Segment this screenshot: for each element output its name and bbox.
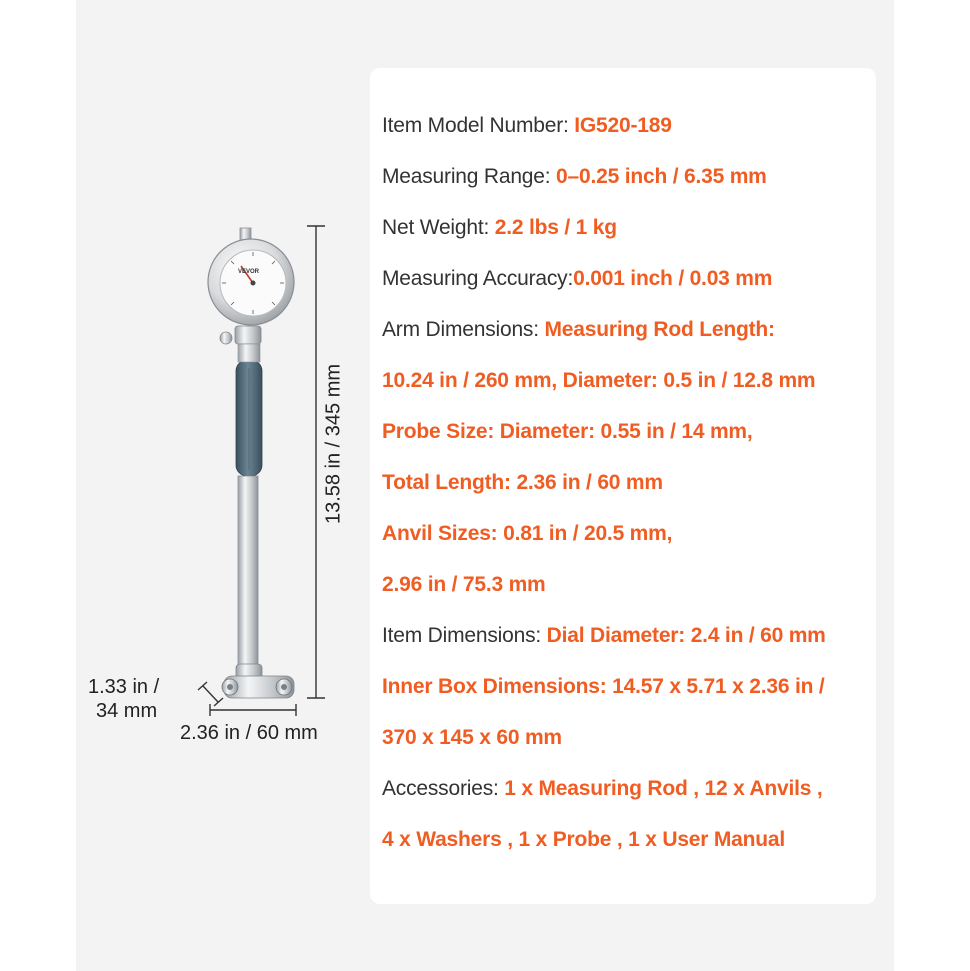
spec-inner-box-cont: 370 x 145 x 60 mm — [382, 726, 562, 749]
spec-total-length: Total Length: 2.36 in / 60 mm — [382, 471, 663, 494]
spec-accessories-cont: 4 x Washers , 1 x Probe , 1 x User Manual — [382, 828, 786, 851]
height-label: 13.58 in / 345 mm — [322, 363, 345, 525]
depth-dimension-line — [198, 682, 223, 706]
spec-anvil-sizes-cont: 2.96 in / 75.3 mm — [382, 573, 546, 596]
spec-model-number: Item Model Number: IG520-189 — [382, 114, 672, 137]
spec-measuring-range: Measuring Range: 0–0.25 inch / 6.35 mm — [382, 165, 767, 188]
dial-hub — [251, 281, 256, 286]
spec-rod-length: 10.24 in / 260 mm, Diameter: 0.5 in / 12.8 mm — [382, 369, 816, 392]
width-dimension-line — [210, 704, 296, 716]
spec-measuring-accuracy: Measuring Accuracy:0.001 inch / 0.03 mm — [382, 267, 773, 290]
width-label: 2.36 in / 60 mm — [180, 722, 318, 744]
clamp-screw — [220, 332, 232, 344]
spec-arm-dimensions: Arm Dimensions: Measuring Rod Length: — [382, 318, 775, 341]
dial-brand: VEVOR — [238, 269, 260, 275]
measuring-rod — [238, 476, 258, 666]
spec-item-dimensions: Item Dimensions: Dial Diameter: 2.4 in / 60 mm — [382, 624, 826, 647]
spec-anvil-sizes: Anvil Sizes: 0.81 in / 20.5 mm, — [382, 522, 673, 545]
spec-net-weight: Net Weight: 2.2 lbs / 1 kg — [382, 216, 617, 239]
depth-label-line1: 1.33 in / — [88, 676, 160, 698]
depth-label-line2: 34 mm — [96, 700, 158, 722]
spec-accessories: Accessories: 1 x Measuring Rod , 12 x Anvils , — [382, 777, 823, 800]
dial-clamp — [235, 326, 261, 344]
spec-inner-box: Inner Box Dimensions: 14.57 x 5.71 x 2.36 in / — [382, 675, 825, 698]
spec-probe-size: Probe Size: Diameter: 0.55 in / 14 mm, — [382, 420, 753, 443]
